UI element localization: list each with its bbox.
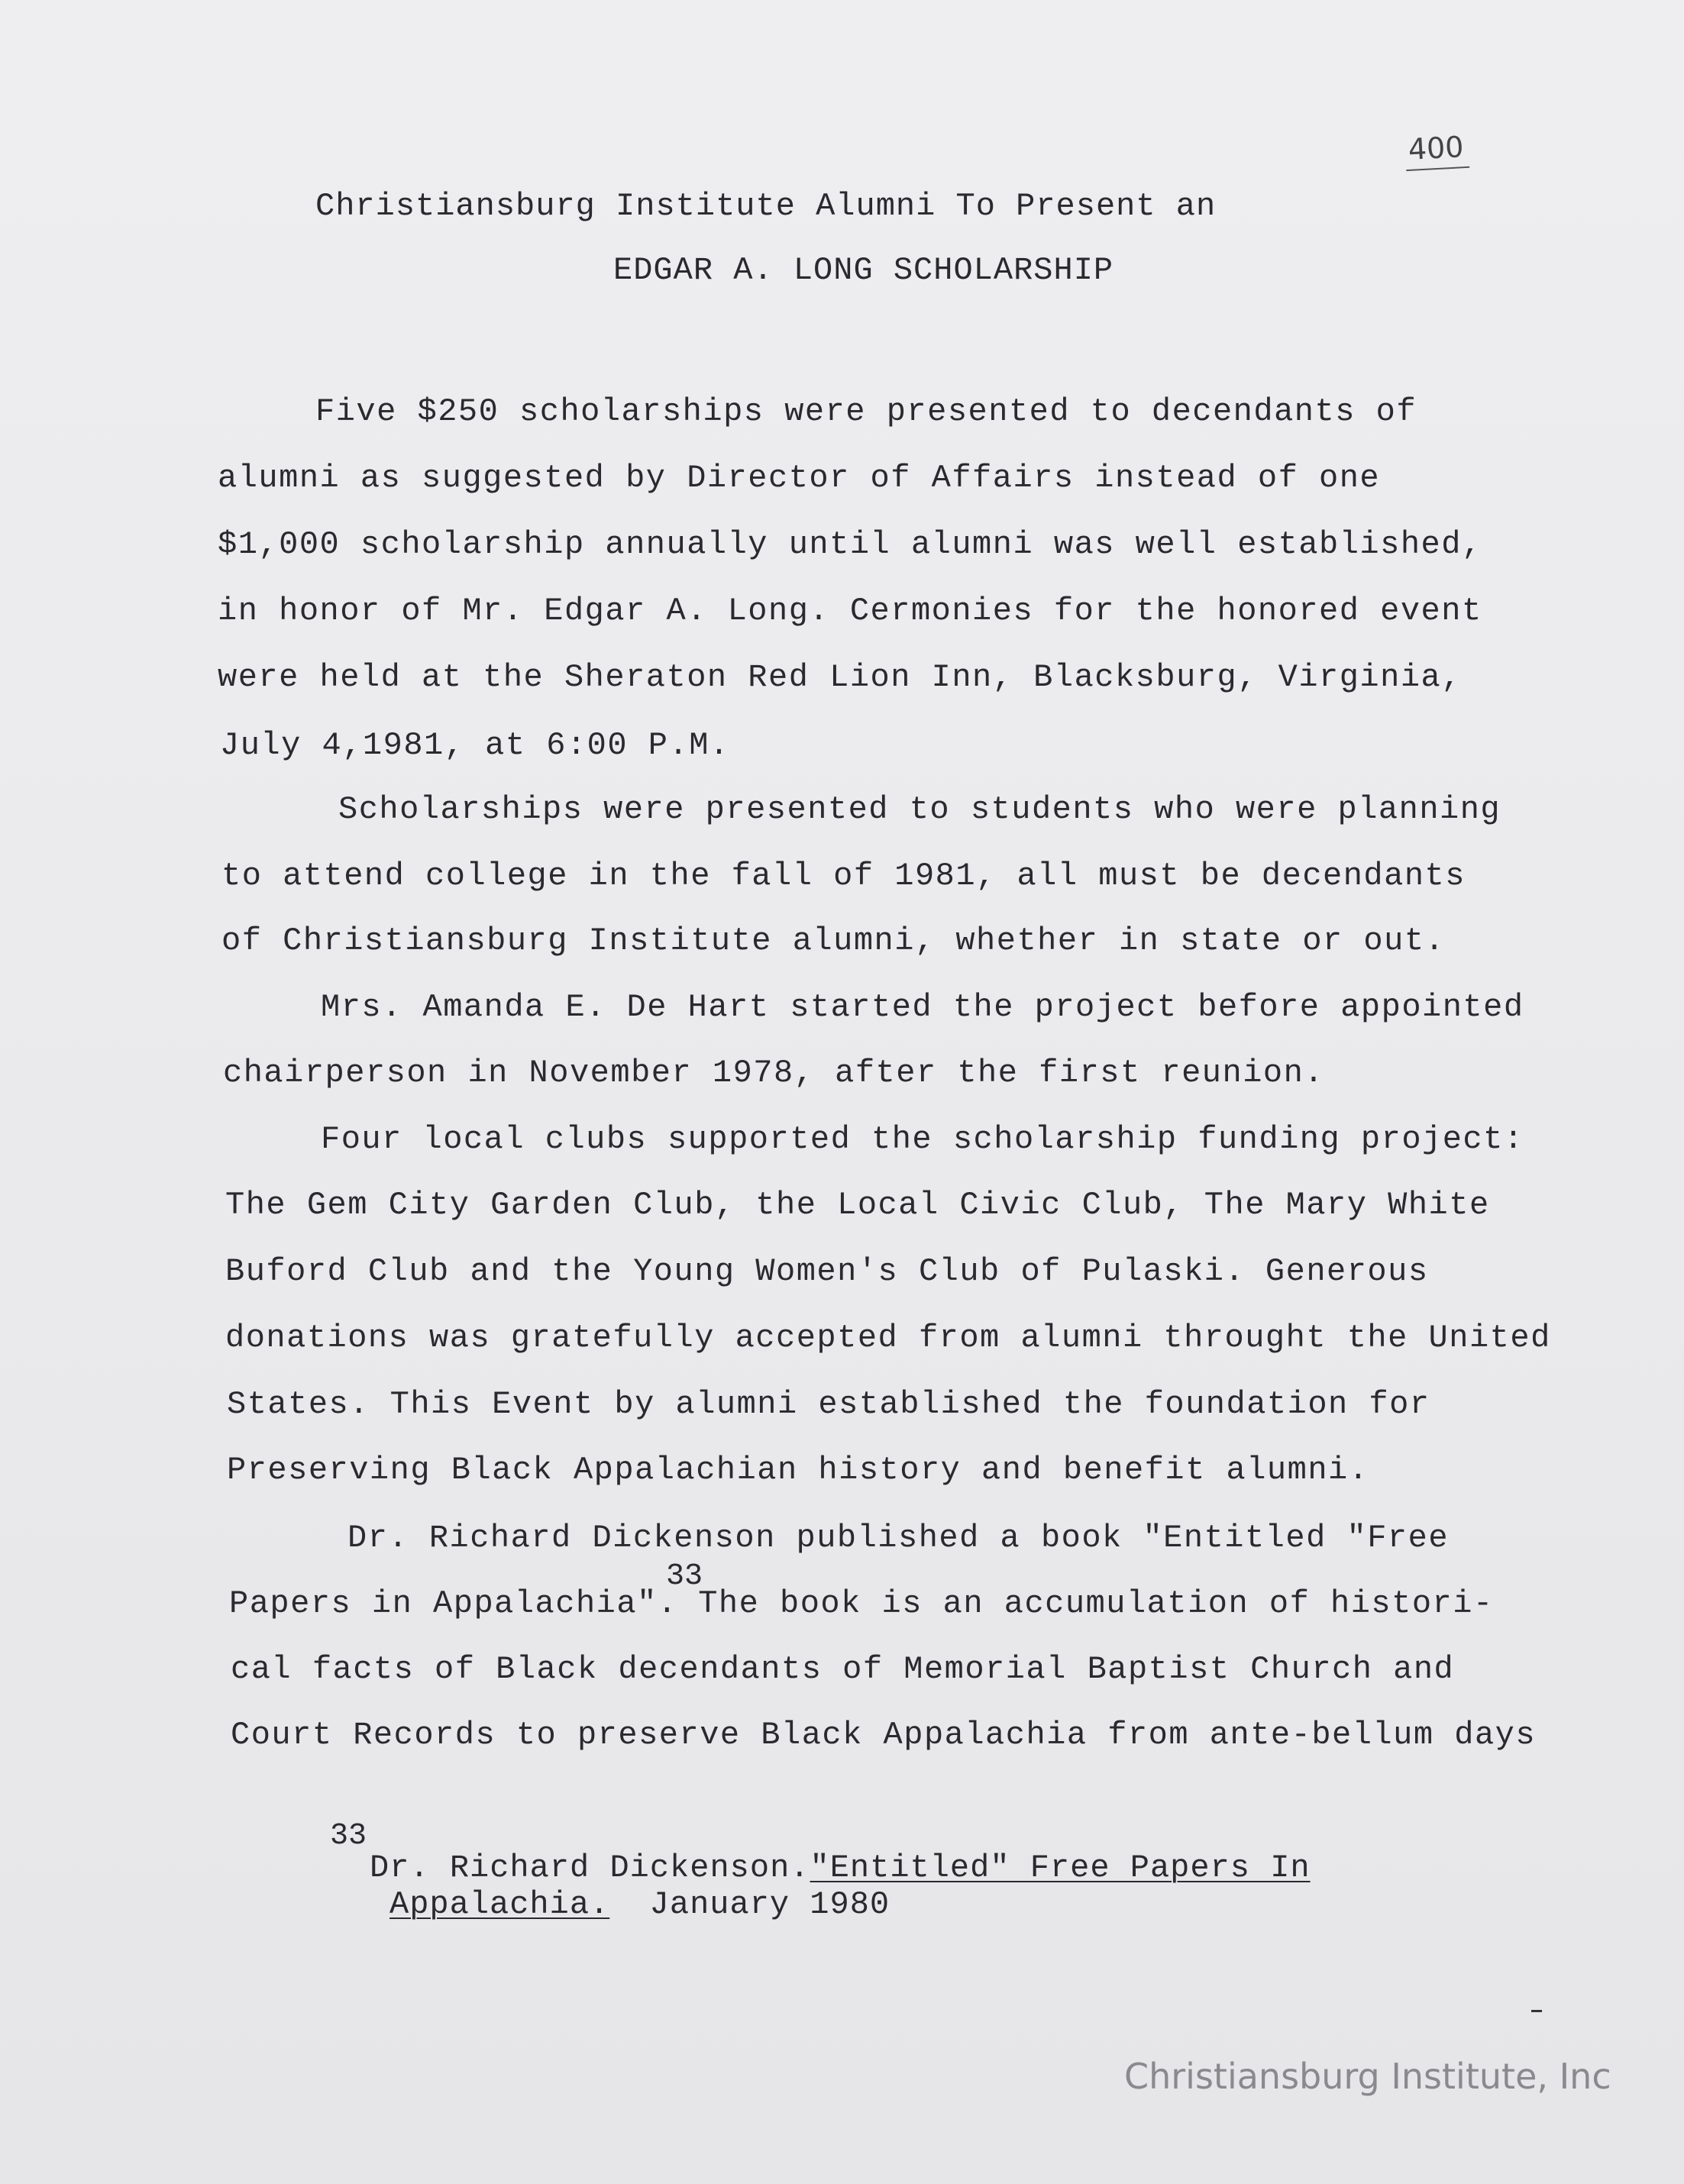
document-title: Christiansburg Institute Alumni To Present an — [315, 188, 1217, 225]
footnote-title-continued: Appalachia. — [389, 1886, 610, 1923]
watermark: Christiansburg Institute, Inc — [1124, 2056, 1611, 2097]
body-line: Scholarships were presented to students who were planning — [338, 791, 1501, 828]
body-line: July 4,1981, at 6:00 P.M. — [220, 727, 730, 764]
body-line: Buford Club and the Young Women's Club of Pulaski. Generous — [225, 1253, 1429, 1290]
body-line: Four local clubs supported the scholarship funding project: — [321, 1121, 1524, 1158]
body-line: Five $250 scholarships were presented to decendants of — [315, 393, 1417, 430]
body-line: Papers in Appalachia". The book is an accumulation of histori- — [229, 1585, 1494, 1622]
footnote-date: January 1980 — [649, 1886, 890, 1923]
body-line: The Gem City Garden Club, the Local Civic Club, The Mary White — [225, 1187, 1490, 1223]
body-line: alumni as suggested by Director of Affairs instead of one — [218, 460, 1381, 496]
body-line: Mrs. Amanda E. De Hart started the project before appointed — [321, 989, 1524, 1026]
body-line: donations was gratefully accepted from alumni throught the United — [225, 1320, 1551, 1356]
body-line: $1,000 scholarship annually until alumni was well established, — [218, 526, 1482, 563]
body-line: Preserving Black Appalachian history and benefit alumni. — [227, 1452, 1369, 1488]
footnote-reference: 33 — [666, 1559, 703, 1594]
body-line: to attend college in the fall of 1981, all must be decendants — [221, 858, 1466, 894]
footnote-line-2 — [389, 1886, 890, 1923]
body-line: States. This Event by alumni established the foundation for — [227, 1386, 1430, 1423]
body-line: in honor of Mr. Edgar A. Long. Cermonies for the honored event — [218, 593, 1482, 629]
footnote-marker: 33 — [330, 1819, 367, 1853]
body-line: chairperson in November 1978, after the first reunion. — [223, 1055, 1325, 1091]
footnote-author: Dr. Richard Dickenson. — [370, 1850, 810, 1886]
page-number: 400 — [1404, 130, 1469, 171]
body-line: cal facts of Black decendants of Memorial Baptist Church and — [231, 1651, 1455, 1688]
body-line: Court Records to preserve Black Appalachia from ante-bellum days — [231, 1717, 1537, 1753]
body-line: Dr. Richard Dickenson published a book "Entitled "Free — [347, 1520, 1450, 1556]
body-line: of Christiansburg Institute alumni, whether in state or out. — [221, 922, 1446, 959]
body-line: were held at the Sheraton Red Lion Inn, Blacksburg, Virginia, — [218, 659, 1462, 696]
stray-mark — [1531, 2010, 1542, 2012]
document-subtitle: EDGAR A. LONG SCHOLARSHIP — [613, 252, 1114, 289]
footnote-line-1 — [370, 1850, 1311, 1886]
footnote-title: "Entitled" Free Papers In — [810, 1850, 1311, 1886]
